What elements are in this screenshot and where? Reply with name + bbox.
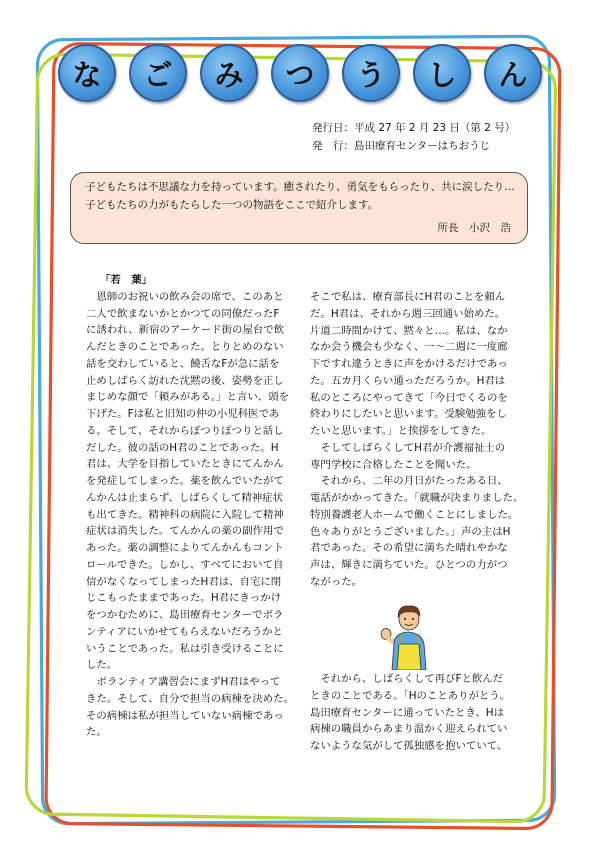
article-line: あった。薬の調整によりてんかんもコント xyxy=(86,542,284,554)
title-char: な xyxy=(58,44,116,102)
article-line: 私のところにやってきて「今日でくるのを xyxy=(310,391,508,404)
article-line: 止めしばらく訪れた沈黙の後、姿勢を正し xyxy=(86,374,284,387)
article-line: をつかむために、島田療育センターでボラ xyxy=(86,609,284,621)
title-char: し xyxy=(413,44,471,102)
issue-date: 発行日：平成 27 年 2 月 23 日（第 2 号） xyxy=(312,122,516,134)
article-line: に誘われ、新宿のアーケード街の屋台で飲 xyxy=(86,324,285,337)
title-char: う xyxy=(342,44,400,102)
article-line: 色々ありがとうございました。」声の主はH xyxy=(310,525,511,538)
article-line: 片道二時間かけて、黙々と…。私は、なか xyxy=(310,324,508,337)
newsletter-title xyxy=(58,44,578,104)
article-line: 症状は消失した。てんかんの薬の副作用で xyxy=(86,525,284,538)
article-heading: 「若 葉」 xyxy=(100,274,153,286)
article-line: した。 xyxy=(86,659,118,672)
article-line: 君であった。その希望に満ちた晴れやかな xyxy=(310,542,508,555)
message-line: 子どもたちは不思議な力を持っています。癒されたり、勇気をもらったり、共に涙したり… xyxy=(85,181,515,193)
article-line: 専門学校に合格したことを聞いた。 xyxy=(310,458,477,471)
article-line: そしてしばらくしてH君が介護福祉士の xyxy=(310,441,506,454)
article-line: た。 xyxy=(86,726,107,739)
person-with-apron-icon xyxy=(378,600,438,670)
article-line: んだときのことであった。とりとめのない xyxy=(86,341,284,353)
article-line: だした。彼の話のH君のことであった。H xyxy=(86,441,279,454)
article-line: それから、しばらくして再びFと飲んだ xyxy=(310,673,504,685)
article-line: ボランティア講習会にまずH君はやって xyxy=(86,676,281,688)
article-line: その病棟は私が担当していない病棟であっ xyxy=(86,709,284,722)
message-line: 子どもたちの力がもたらした一つの物語をここで紹介します。 xyxy=(85,199,379,211)
message-signature: 所長 小沢 浩 xyxy=(437,222,511,234)
article-line: 終わりにしたいと思います。受験勉強をし xyxy=(310,408,507,421)
article-line: いうことであった。私は引き受けることに xyxy=(86,642,284,655)
article-right-column-continued xyxy=(310,671,510,755)
article-line: を発症してしまった。薬を飲んでいたがて xyxy=(86,475,284,487)
article-line: ながった。 xyxy=(310,575,363,588)
article-line: そこで私は、療育部長にH君のことを頼ん xyxy=(310,291,506,303)
article-line: ときのことである。「Hのことありがとう。 xyxy=(310,689,511,702)
article-line: きた。そして、自分で担当の病棟を決めた。 xyxy=(86,692,295,705)
title-char: ご xyxy=(129,44,187,102)
article-right-column xyxy=(310,289,524,591)
article-line: 声は、輝きに満ちていた。ひとつの力がつ xyxy=(310,559,508,571)
article-line: 君は、大学を目指していたときにてんかん xyxy=(86,458,284,471)
article-line: まじめな顔で「頼みがある。」と言い、頭を xyxy=(86,391,290,404)
director-message xyxy=(70,172,528,244)
article-line: ンティアにいかせてもらえないだろうかと xyxy=(86,625,283,638)
article-line: ないような気がして孤独感を抱いていて、 xyxy=(310,740,508,752)
article-line: それから、二年の月日がたったある日、 xyxy=(310,475,508,488)
publisher: 発 行：島田療育センターはちおうじ xyxy=(312,140,491,152)
title-char: み xyxy=(200,44,258,102)
article-left-column xyxy=(86,272,296,741)
title-char: つ xyxy=(271,44,329,102)
title-char: ん xyxy=(484,44,542,102)
article-line: たいと思います。」と挨拶をしてきた。 xyxy=(310,425,492,437)
article-line: 電話がかかってきた。「就職が決まりました。 xyxy=(310,492,524,504)
article-line: 信がなくなってしまったH君は、自宅に閉 xyxy=(86,575,282,588)
article-line: 特別養護老人ホームで働くことにしました。 xyxy=(310,508,519,521)
article-line: んかんは止まらず、しばらくして精神症状 xyxy=(86,491,283,504)
article-line: も出てきた。精神科の病院に入院して精神 xyxy=(86,508,284,521)
article-line: 二人で飲まないかとかつての同僚だったF xyxy=(86,307,280,320)
article-line: 病棟の職員からあまり温かく迎えられてい xyxy=(310,723,508,736)
article-line: 話を交わしていると、饒舌なFが急に話を xyxy=(86,357,280,370)
article-line: た。五カ月くらい通っただろうか。H君は xyxy=(310,374,506,387)
article-line: だ。H君は、それから週三回通い始めた。 xyxy=(310,307,506,320)
article-line: ロールできた。しかし、すべてにおいて自 xyxy=(86,558,284,571)
article-line: 下げた。Fは私と旧知の仲の小児科医であ xyxy=(86,408,280,420)
article-line: じこもったままであった。H君にきっかけ xyxy=(86,592,282,605)
article-line: る。そして、それからぽつりぽつりと話し xyxy=(86,424,284,437)
article-line: 島田療育センターに通っていたとき、Hは xyxy=(310,706,505,719)
article-line: 恩師のお祝いの飲み会の席で、このあと xyxy=(86,290,284,303)
article-line: 下ですれ違うときに声をかけるだけであっ xyxy=(310,358,508,370)
article-line: なか会う機会も少なく、一～二週に一度廊 xyxy=(310,341,508,354)
